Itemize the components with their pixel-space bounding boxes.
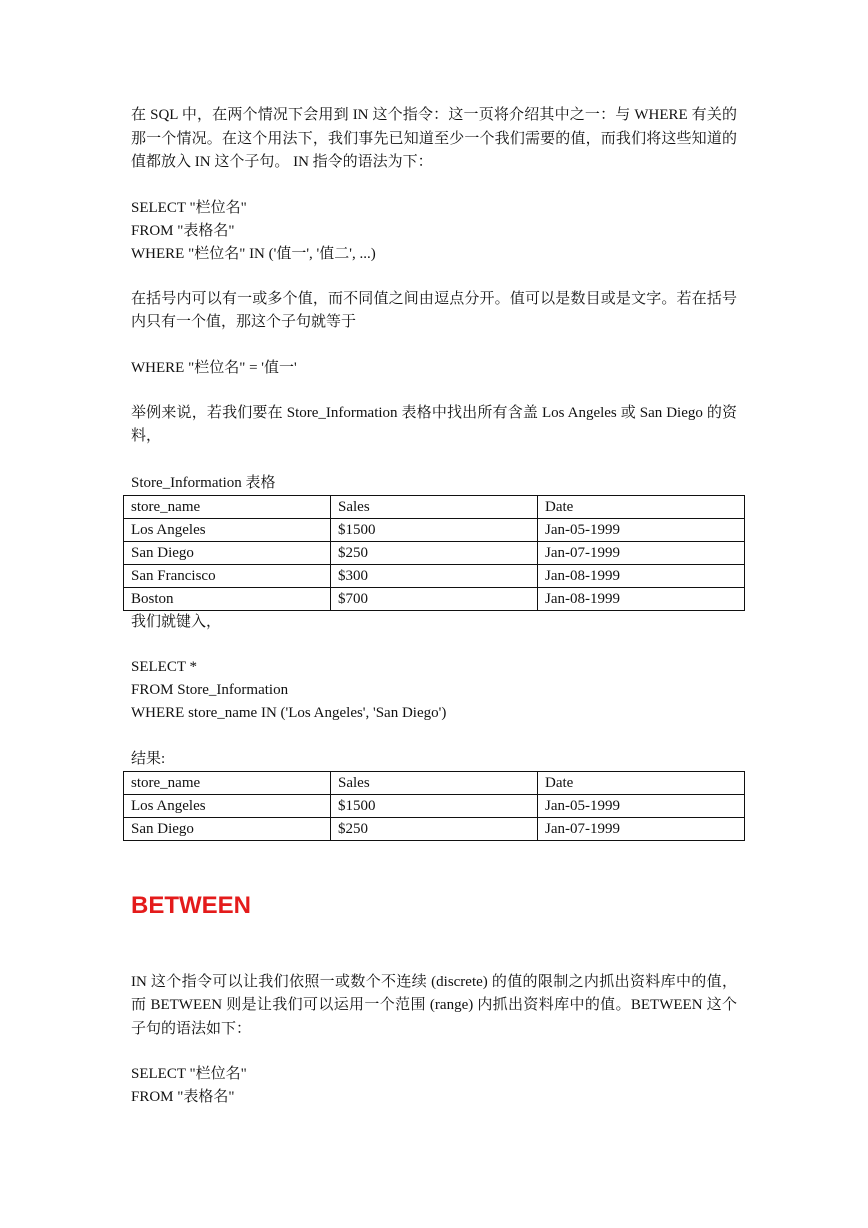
column-header: store_name <box>124 771 331 794</box>
table-cell: Los Angeles <box>124 518 331 541</box>
example-paragraph: 举例来说，若我们要在 Store_Information 表格中找出所有含盖 Los Angeles 或 San Diego 的资料， <box>131 404 737 444</box>
table-cell: $1500 <box>331 518 538 541</box>
spacer <box>131 266 737 288</box>
table-cell: Boston <box>124 587 331 610</box>
table-header-row <box>124 495 745 518</box>
column-header: Date <box>538 771 745 794</box>
table-cell: San Diego <box>124 817 331 840</box>
table-row <box>124 541 745 564</box>
table-cell: Jan-07-1999 <box>538 817 745 840</box>
column-header: Sales <box>331 495 538 518</box>
table-cell: Jan-05-1999 <box>538 794 745 817</box>
table-row <box>124 518 745 541</box>
table-cell: $700 <box>331 587 538 610</box>
store-information-table <box>123 495 745 611</box>
query-line: SELECT * <box>131 658 197 675</box>
single-value-syntax: WHERE "栏位名" = '值一' <box>131 359 297 376</box>
between-syntax-block <box>131 1063 737 1109</box>
in-syntax-block <box>131 197 737 266</box>
syntax-line: SELECT "栏位名" <box>131 1066 247 1082</box>
syntax-line: SELECT "栏位名" <box>131 199 247 216</box>
spacer <box>131 725 737 747</box>
between-paragraph: IN 这个指令可以让我们依照一或数个不连续 (discrete) 的值的限制之内抓出资料库中的值，而 BETWEEN 则是让我们可以运用一个范围 (range) 内抓出资料库中的值。BETWEEN 这个子句的语法如下： <box>131 973 737 1037</box>
syntax-line: FROM "表格名" <box>131 222 235 239</box>
table-cell: Jan-05-1999 <box>538 518 745 541</box>
table-cell: $300 <box>331 564 538 587</box>
spacer <box>131 175 737 197</box>
table-cell: San Francisco <box>124 564 331 587</box>
result-table <box>123 771 745 841</box>
document-page <box>131 104 737 1109</box>
spacer <box>131 921 737 971</box>
table-cell: Jan-08-1999 <box>538 587 745 610</box>
table-cell: Jan-08-1999 <box>538 564 745 587</box>
spacer <box>131 335 737 357</box>
spacer <box>131 1041 737 1063</box>
table-cell: $250 <box>331 541 538 564</box>
table-cell: Jan-07-1999 <box>538 541 745 564</box>
column-header: Sales <box>331 771 538 794</box>
syntax-line: WHERE "栏位名" IN ('值一', '值二', ...) <box>131 245 376 262</box>
between-heading: BETWEEN <box>131 891 251 919</box>
spacer <box>131 841 737 891</box>
table-row <box>124 794 745 817</box>
enter-text: 我们就键入， <box>131 613 222 630</box>
table-row <box>124 587 745 610</box>
table-row <box>124 564 745 587</box>
query-line: FROM Store_Information <box>131 681 289 698</box>
syntax-line: FROM "表格名" <box>131 1089 235 1105</box>
intro-paragraph: 在 SQL 中，在两个情况下会用到 IN 这个指令：这一页将介绍其中之一：与 WHERE 有关的那一个情况。在这个用法下，我们事先已知道至少一个我们需要的值，而我们将这些知道的值都放入 IN 这个子句。 IN 指令的语法为下： <box>131 107 737 170</box>
column-header: store_name <box>124 495 331 518</box>
query-block <box>131 656 737 725</box>
table-cell: San Diego <box>124 541 331 564</box>
table-row <box>124 817 745 840</box>
query-line: WHERE store_name IN ('Los Angeles', 'San Diego') <box>131 704 447 721</box>
column-header: Date <box>538 495 745 518</box>
result-caption: 结果: <box>131 750 166 767</box>
table-cell: $250 <box>331 817 538 840</box>
spacer <box>131 634 737 656</box>
store-table-caption: Store_Information 表格 <box>131 474 276 491</box>
table-cell: Los Angeles <box>124 794 331 817</box>
spacer <box>131 449 737 471</box>
explain-paragraph: 在括号内可以有一或多个值，而不同值之间由逗点分开。值可以是数目或是文字。若在括号内只有一个值，那这个子句就等于 <box>131 290 737 330</box>
table-header-row <box>124 771 745 794</box>
spacer <box>131 380 737 402</box>
table-cell: $1500 <box>331 794 538 817</box>
